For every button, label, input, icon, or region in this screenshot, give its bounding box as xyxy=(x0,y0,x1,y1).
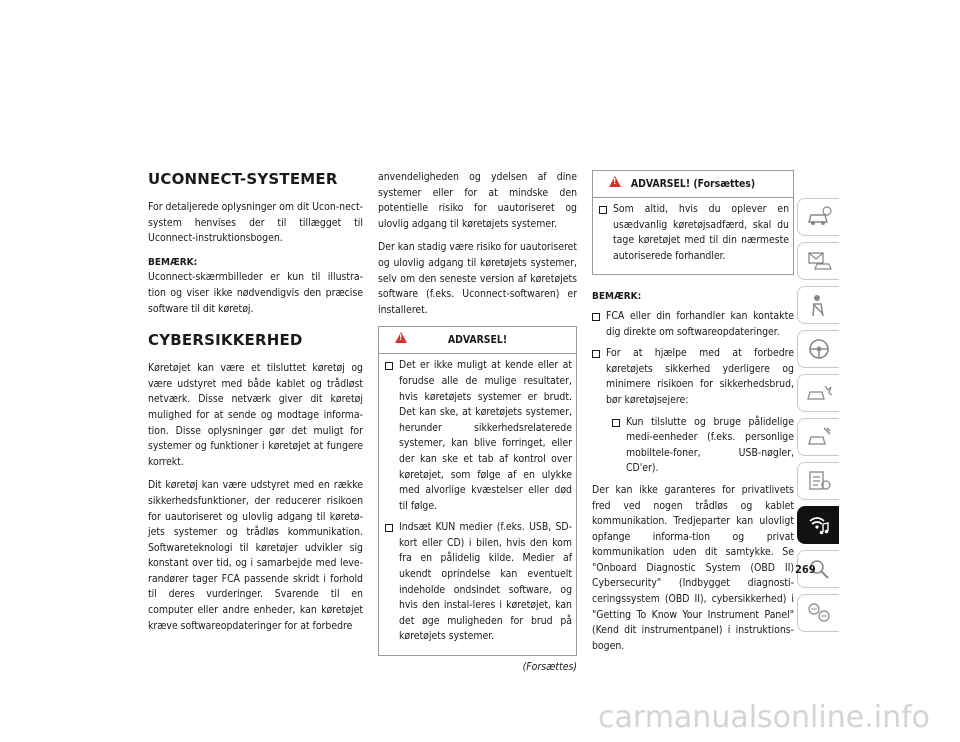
section-title-cybersecurity: CYBERSIKKERHED xyxy=(148,331,303,350)
checkbox-square-icon xyxy=(385,524,393,532)
column-right xyxy=(592,170,794,662)
seatbelt-person-icon xyxy=(805,292,833,318)
paragraph: Der kan stadig være risiko for uautoriseret og ulovlig adgang til køretøjets systemer, selv om den seneste version af køretøjets software (f.eks. Uconnect-softwaren) er installeret. xyxy=(378,241,577,316)
paragraph: Der kan ikke garanteres for privatlivets fred ved nogen trådløs og kablet kommunikation. Tredjeparter kan ulovligt opfange informa-tion og privat kommunikation uden dit samtykke. Se "Onboard Diagnostic System (OBD II) Cybersecurity" (Indbygget diagnosti-ceringssystem (OBD II), cybersikkerhed) i "Getting To Know Your Instrument Panel" (Kend dit instrumentpanel) i instruktions-bogen. xyxy=(592,483,794,652)
warning-item-text: Som altid, hvis du oplever en usædvanlig køretøjsadfærd, skal du tage køretøjet med til din nærmeste autoriserede forhandler. xyxy=(613,203,789,262)
paragraph: Dit køretøj kan være udstyret med en række sikkerhedsfunktioner, der reducerer risikoen for uautoriseret og ulovlig adgang til køretø-jets systemer og trådløs kommunikation. Softwareteknologi til køretøjer udvikler sig konstant over tid, og i samarbejde med leve-randører tager FCA passende skridt i forhold til deres vurderinger. Svarende til en computer eller andre enheder, kan køretøjet kræve softwareopdateringer for at forbedre xyxy=(148,479,363,632)
tab-seatbelt[interactable] xyxy=(797,286,839,324)
paragraph: For detaljerede oplysninger om dit Ucon-nect-system henvises der til tillægget til Uconnect-instruktionsbogen. xyxy=(148,201,364,245)
warning-title: ADVARSEL! xyxy=(447,334,508,347)
note-bullet xyxy=(592,309,794,340)
tab-steering[interactable] xyxy=(797,330,839,368)
car-info-icon xyxy=(805,204,833,230)
tab-car-service[interactable] xyxy=(797,418,839,456)
warning-item xyxy=(385,358,572,514)
column-left xyxy=(148,170,363,642)
warning-title: ADVARSEL! (Forsættes) xyxy=(630,178,756,190)
note-label: BEMÆRK: xyxy=(148,256,198,268)
checkbox-square-icon xyxy=(612,419,620,427)
multilingual-icon xyxy=(805,600,833,626)
warning-item-text: Indsæt KUN medier (f.eks. USB, SD-kort eller CD) i bilen, hvis den kom fra en pålidelig kilde. Medier af ukendt oprindelse kan eventuelt indeholde ondsindet software, og hvis den instal-leres i køretøjet, kan det øge muligheden for brud på køretøjets systemer. xyxy=(399,521,572,643)
checkbox-square-icon xyxy=(592,313,600,321)
warning-box xyxy=(378,326,577,656)
column-middle xyxy=(378,170,577,676)
checkbox-square-icon xyxy=(599,206,607,214)
bullet-text: FCA eller din forhandler kan kontakte dig direkte om softwareopdateringer. xyxy=(606,309,794,338)
note-text: Uconnect-skærmbilleder er kun til illustra-tion og viser ikke nødvendigvis den præcise software til dit køretøj. xyxy=(148,271,363,315)
tab-specs[interactable] xyxy=(797,462,839,500)
bullet-text: For at hjælpe med at forbedre køretøjets sikkerhed yderligere og minimere risikoen for sikkerhedsbrud, bør køretøjsejere: xyxy=(606,347,794,406)
note-label-text: BEMÆRK: xyxy=(592,291,642,303)
car-mail-icon xyxy=(805,248,833,274)
page-number: 269 xyxy=(795,563,816,576)
sub-bullet-text: Kun tilslutte og bruge pålidelige medi-eenheder (f.eks. personlige mobiltele-foner, USB-nøgler, CD'er). xyxy=(626,415,794,475)
note-bullet xyxy=(592,346,794,408)
tab-car-info[interactable] xyxy=(797,198,839,236)
warning-item xyxy=(599,202,789,264)
specs-list-icon xyxy=(805,468,833,494)
warning-header xyxy=(379,327,576,354)
watermark-bar xyxy=(0,698,960,742)
section-title-uconnect: UCONNECT-SYSTEMER xyxy=(148,170,338,188)
note xyxy=(148,255,363,317)
tab-car-crash[interactable] xyxy=(797,374,839,412)
note-label xyxy=(592,289,794,305)
paragraph: anvendeligheden og ydelsen af dine systemer eller for at mindske den potentielle risiko for uautoriseret og ulovlig adgang til køretøjets systemer. xyxy=(378,171,577,230)
watermark-text: carmanualsonline.info xyxy=(598,700,930,735)
checkbox-square-icon xyxy=(592,350,600,358)
car-crash-icon xyxy=(805,380,833,406)
multimedia-icon xyxy=(805,512,833,538)
tab-multimedia[interactable] xyxy=(797,506,839,544)
steering-wheel-icon xyxy=(805,336,833,362)
paragraph: Køretøjet kan være et tilsluttet køretøj og være udstyret med både kablet og trådløst netværk. Disse netværk giver dit køretøj mulighed for at sende og modtage informa-tion. Disse oplysninger gør det muligt for systemer og funktioner i køretøjet at fungere korrekt. xyxy=(148,362,363,468)
tab-languages[interactable] xyxy=(797,594,839,632)
warning-item-text: Det er ikke muligt at kende eller at forudse alle de mulige resultater, hvis køretøjets systemer er brudt. Det kan ske, at køretøjets systemer, herunder sikkerhedsrelaterede systemer, kan blive forringet, eller der kan ske et tab af kontrol over køretøjet, som følge af en ulykke med alvorlige kvæstelser eller død til følge. xyxy=(399,359,572,512)
checkbox-square-icon xyxy=(385,362,393,370)
warning-header xyxy=(593,171,793,198)
tab-car-mail[interactable] xyxy=(797,242,839,280)
warning-box-continued xyxy=(592,170,794,275)
warning-item xyxy=(385,520,572,645)
note-sub-bullet xyxy=(612,415,794,477)
car-service-icon xyxy=(805,424,833,450)
continued-label: (Forsættes) xyxy=(522,661,577,674)
